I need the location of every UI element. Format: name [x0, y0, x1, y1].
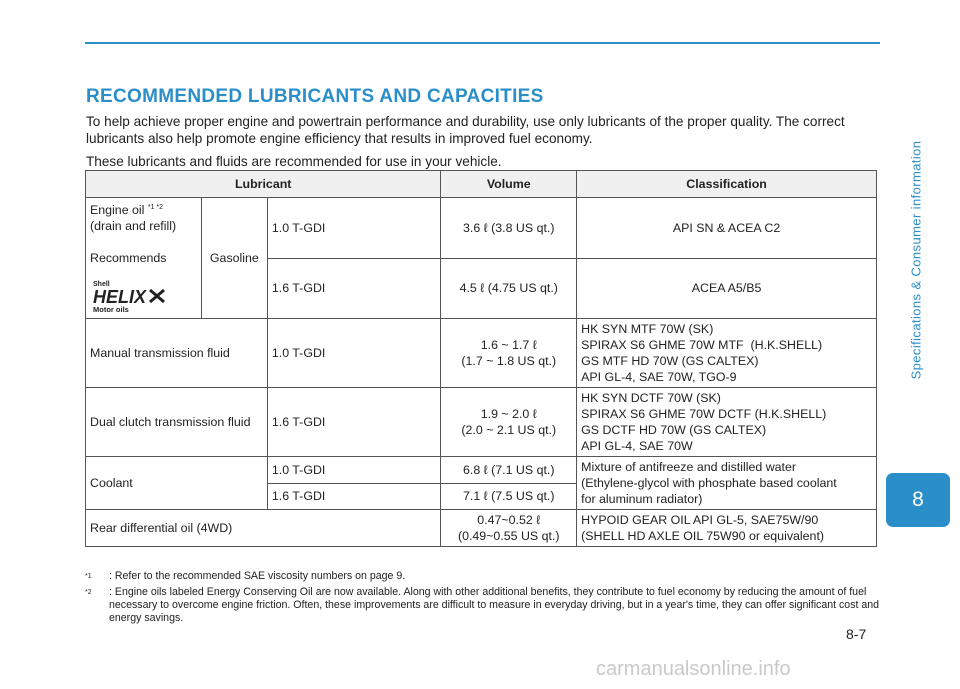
dct-engine: 1.6 T-GDI: [267, 388, 441, 457]
logo-name: HELIX: [93, 287, 147, 307]
coolant-class-line-1: Mixture of antifreeze and distilled water: [581, 460, 797, 474]
coolant-label: Coolant: [86, 457, 268, 510]
chapter-tab: [886, 473, 950, 527]
manual-volume-line-2: (1.7 ~ 1.8 US qt.): [461, 354, 557, 368]
engine-oil-engine-1: 1.0 T-GDI: [267, 198, 441, 259]
dct-label: Dual clutch transmission fluid: [86, 388, 268, 457]
footnote-1: [85, 570, 880, 583]
manual-class-line-1: HK SYN MTF 70W (SK): [581, 322, 714, 336]
table-row-manual-transmission: [86, 319, 877, 388]
page-title: RECOMMENDED LUBRICANTS AND CAPACITIES: [86, 86, 544, 107]
engine-oil-cell: [86, 198, 202, 319]
engine-oil-marks: *1 *2: [147, 204, 164, 211]
engine-oil-volume-1: 3.6 ℓ (3.8 US qt.): [441, 198, 577, 259]
logo-brand: Shell: [93, 281, 110, 288]
engine-oil-class-1: API SN & ACEA C2: [577, 198, 877, 259]
table-header-row: [86, 171, 877, 198]
manual-classification: [577, 319, 877, 388]
rear-diff-classification: [577, 510, 877, 547]
engine-oil-label-line: [90, 200, 197, 218]
table-row-coolant-1: [86, 457, 877, 484]
logo-x-mark-icon: [150, 290, 164, 302]
header-volume: Volume: [441, 171, 577, 198]
rear-diff-class-line-2: (SHELL HD AXLE OIL 75W90 or equivalent): [581, 529, 825, 543]
chapter-number: 8: [912, 488, 924, 511]
manual-engine: 1.0 T-GDI: [267, 319, 441, 388]
manual-volume-line-1: 1.6 ~ 1.7 ℓ: [480, 338, 537, 352]
manual-class-line-3: GS MTF HD 70W (GS CALTEX): [581, 354, 759, 368]
manual-class-line-4: API GL-4, SAE 70W, TGO-9: [581, 370, 737, 384]
coolant-class-line-3: for aluminum radiator): [581, 492, 703, 506]
page-number: 8-7: [846, 626, 867, 642]
engine-oil-engine-2: 1.6 T-GDI: [267, 258, 441, 319]
manual-label: Manual transmission fluid: [86, 319, 268, 388]
coolant-volume-1: 6.8 ℓ (7.1 US qt.): [441, 457, 577, 484]
logo-sub: Motor oils: [93, 305, 129, 314]
intro-paragraph-2: These lubricants and fluids are recommended for use in your vehicle.: [86, 154, 502, 169]
engine-oil-class-2: ACEA A5/B5: [577, 258, 877, 319]
table-row-dual-clutch: [86, 388, 877, 457]
engine-oil-fuel: Gasoline: [201, 198, 267, 319]
dct-class-line-3: GS DCTF HD 70W (GS CALTEX): [581, 423, 767, 437]
intro-paragraph-1: To help achieve proper engine and powertrain performance and durability, use only lubricants of the proper quality. The correct lubricants also help promote engine efficiency that results in improved fuel economy.: [86, 114, 845, 146]
manual-volume: [441, 319, 577, 388]
engine-oil-recommends: Recommends: [90, 251, 167, 266]
footnote-2-text: : Engine oils labeled Energy Conserving Oil are now available. Along with other additional benefits, they contribute to fuel economy by reducing the amount of fuel necessary to overcome engine friction. Often, these improvements are difficult to measure in everyday driving, but in a year's time, they can offer significant cost and energy savings.: [109, 586, 880, 624]
manual-class-line-2: SPIRAX S6 GHME 70W MTF (H.K.SHELL): [581, 338, 823, 352]
engine-oil-label: Engine oil: [90, 203, 145, 218]
rear-diff-volume-line-1: 0.47~0.52 ℓ: [477, 513, 541, 527]
coolant-engine-2: 1.6 T-GDI: [267, 483, 441, 510]
header-classification: Classification: [577, 171, 877, 198]
dct-class-line-1: HK SYN DCTF 70W (SK): [581, 391, 721, 405]
table-row-engine-oil-1: [86, 198, 877, 259]
rear-diff-class-line-1: HYPOID GEAR OIL API GL-5, SAE75W/90: [581, 513, 819, 527]
footnote-1-mark: *1: [85, 573, 92, 580]
dct-volume-line-1: 1.9 ~ 2.0 ℓ: [480, 407, 537, 421]
dct-volume-line-2: (2.0 ~ 2.1 US qt.): [461, 423, 557, 437]
dct-classification: [577, 388, 877, 457]
dct-volume: [441, 388, 577, 457]
intro-text: [86, 113, 881, 176]
rear-diff-volume: [441, 510, 577, 547]
watermark: carmanualsonline.info: [596, 658, 791, 680]
footnote-2: [85, 586, 880, 625]
dct-class-line-4: API GL-4, SAE 70W: [581, 439, 693, 453]
shell-helix-logo: [92, 278, 186, 314]
coolant-volume-2: 7.1 ℓ (7.5 US qt.): [441, 483, 577, 510]
top-rule: [85, 42, 880, 44]
section-side-label-text: Specifications & Consumer information: [908, 140, 924, 380]
engine-oil-sub: (drain and refill): [90, 219, 177, 234]
section-side-label: [896, 40, 936, 480]
coolant-classification: [577, 457, 877, 510]
engine-oil-volume-2: 4.5 ℓ (4.75 US qt.): [441, 258, 577, 319]
rear-diff-volume-line-2: (0.49~0.55 US qt.): [457, 529, 560, 543]
footnote-1-text: : Refer to the recommended SAE viscosity numbers on page 9.: [109, 570, 406, 582]
coolant-class-line-2: (Ethylene-glycol with phosphate based coolant: [581, 476, 837, 490]
table-row-rear-differential: [86, 510, 877, 547]
header-lubricant: Lubricant: [86, 171, 441, 198]
dct-class-line-2: SPIRAX S6 GHME 70W DCTF (H.K.SHELL): [581, 407, 827, 421]
coolant-engine-1: 1.0 T-GDI: [267, 457, 441, 484]
footnote-2-mark: *2: [85, 589, 92, 596]
footnotes: [85, 570, 880, 628]
rear-diff-label: Rear differential oil (4WD): [86, 510, 441, 547]
lubricants-table: [85, 170, 877, 547]
